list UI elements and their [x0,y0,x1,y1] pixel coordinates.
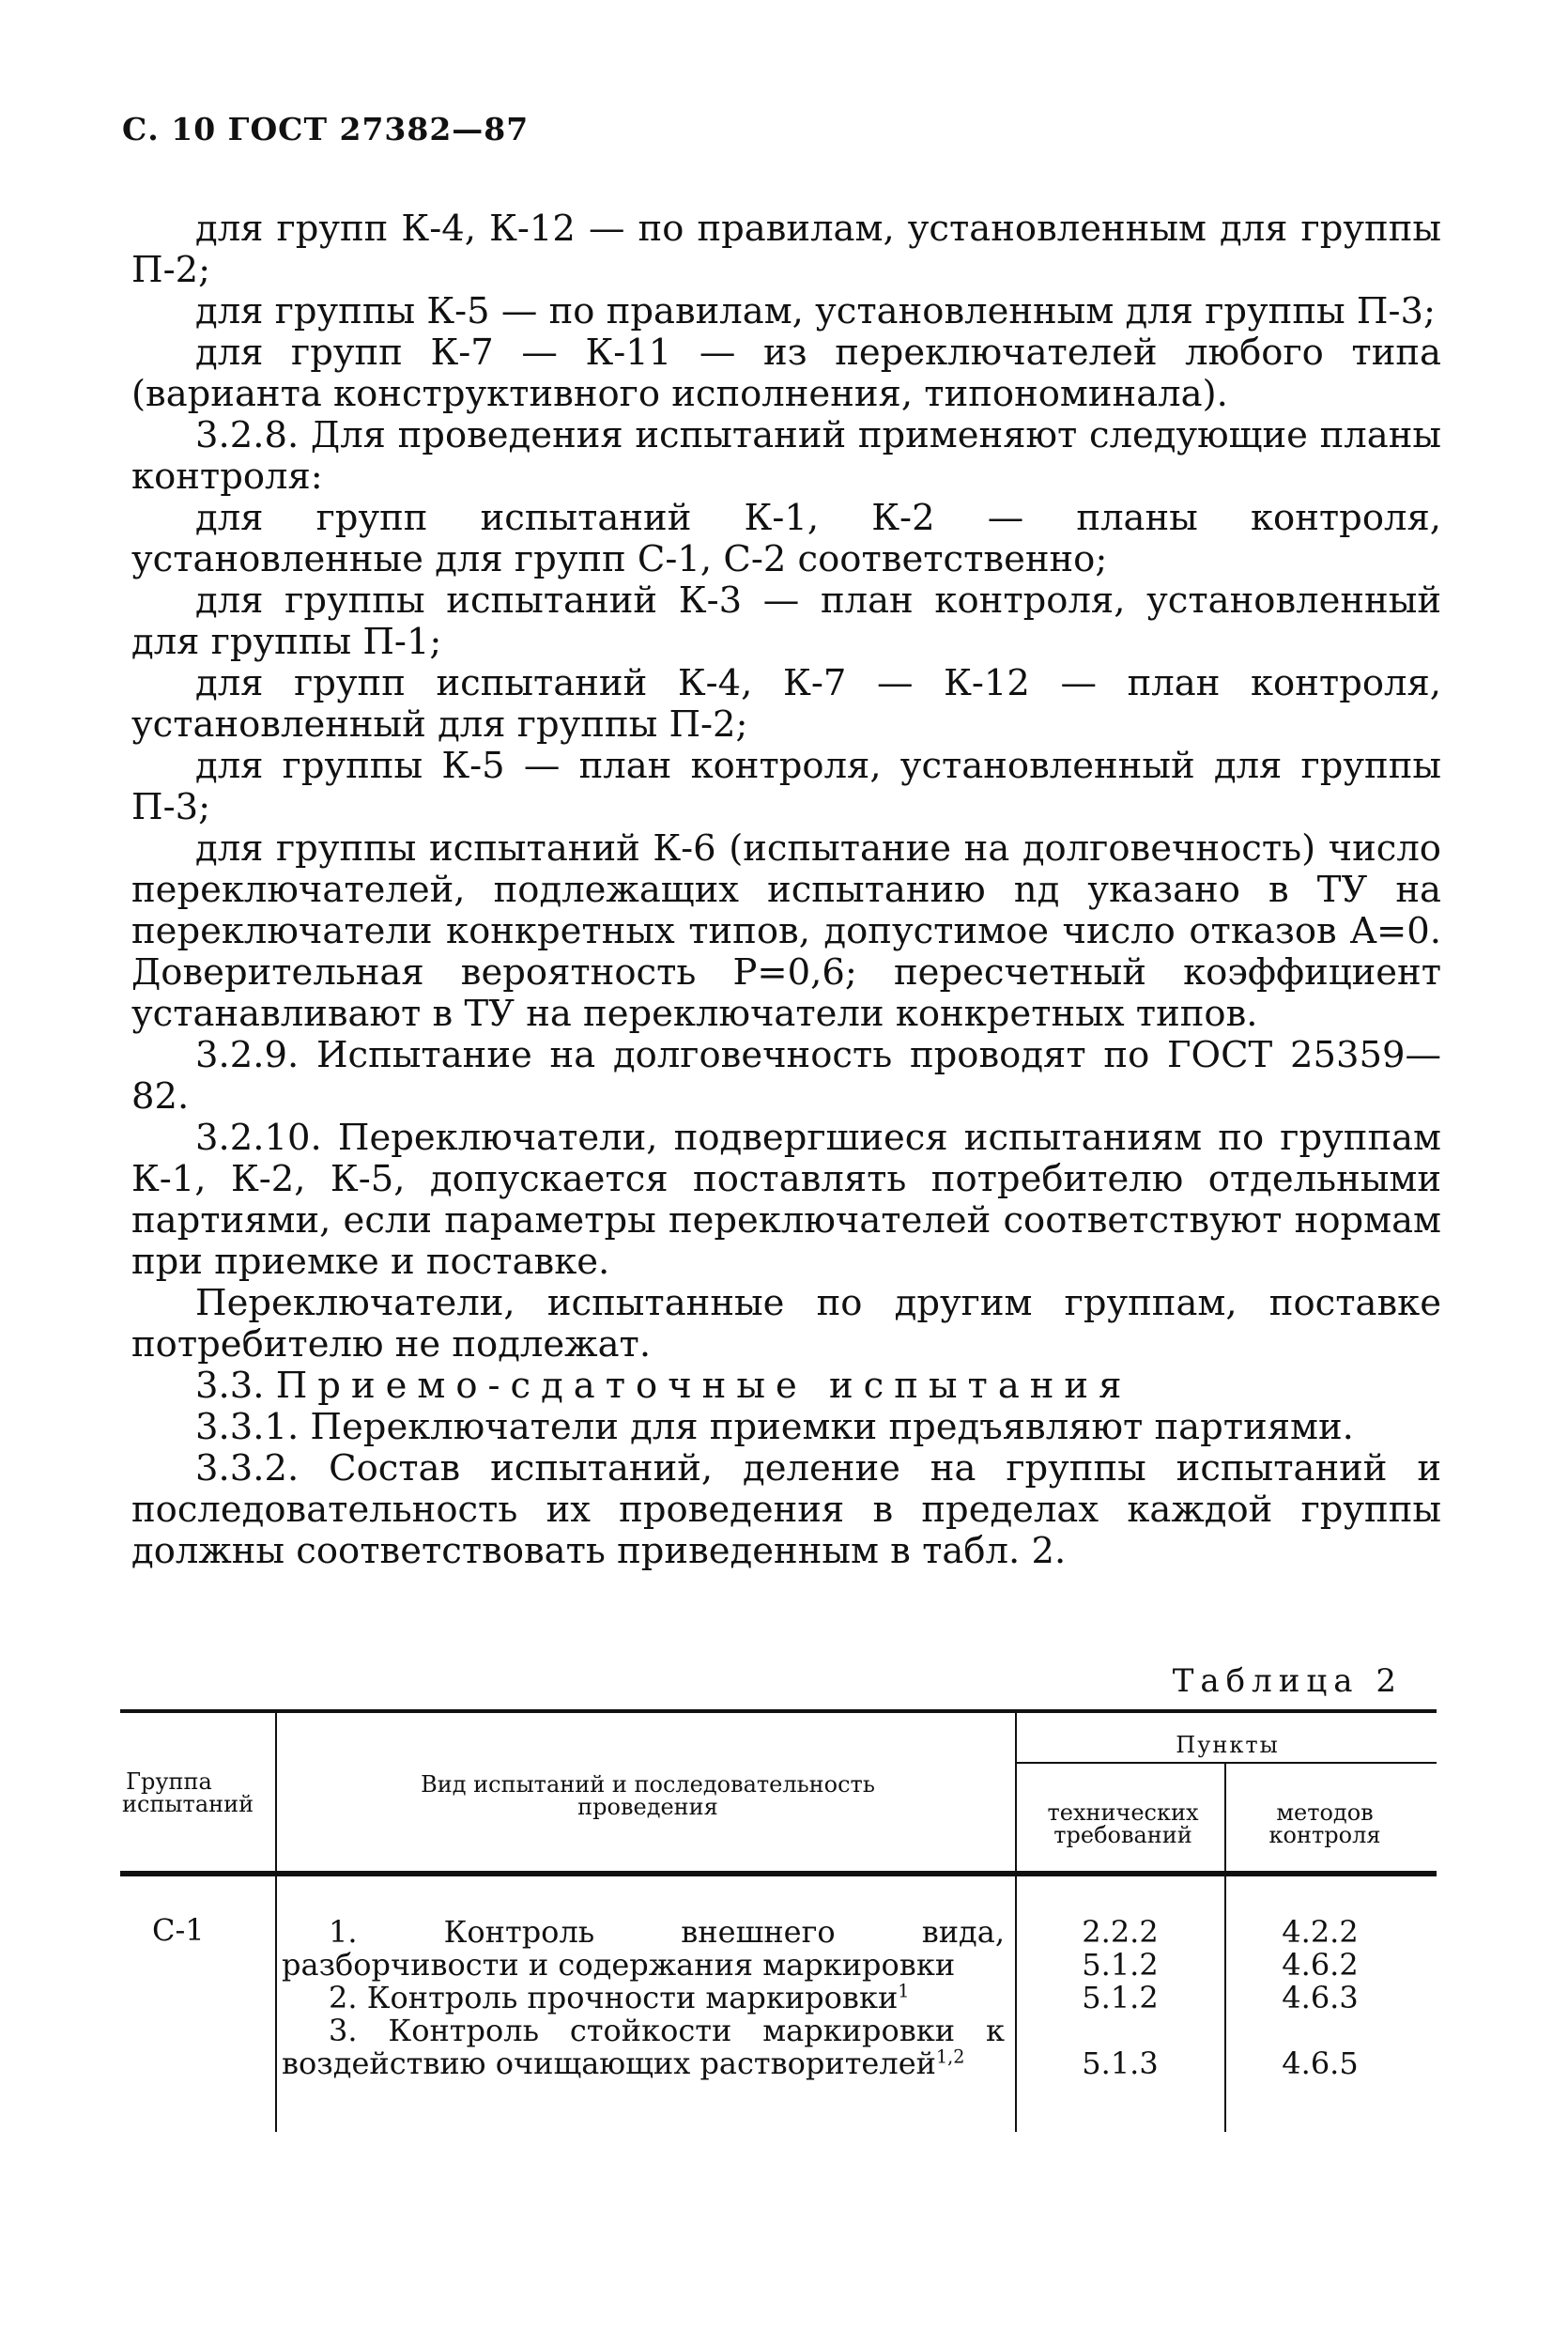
group-cell: С-1 [152,1912,205,1948]
section-heading [131,1366,1441,1407]
column-rule [1224,1764,1226,2132]
tech-value: 5.1.2 [1082,1980,1159,2015]
table-caption: Таблица 2 [1172,1662,1403,1700]
header-methods: методов контроля [1268,1799,1381,1848]
paragraph: для группы К-5 — план контроля, установленный для группы П-3; [131,745,1441,828]
table-row [282,1982,1005,2015]
header-bottom-rule [120,1871,1437,1876]
footnote-mark: 1 [898,1980,910,2002]
column-rule [1015,1713,1017,2132]
tech-value: 2.2.2 [1082,1914,1159,1950]
paragraph: для группы К-5 — по правилам, установленным для группы П-3; [195,290,1436,332]
method-value: 4.6.3 [1282,1980,1359,2015]
header-tech: технических требований [1047,1799,1199,1848]
tech-value: 5.1.3 [1082,2045,1159,2081]
methods-cell [1226,1916,1414,2080]
paragraph: для групп К-7 — К-11 — из переключателей любого типа (варианта конструктивного исполнения, типономинала). [131,332,1441,415]
paragraph: 3.2.10. Переключатели, подвергшиеся испытаниям по группам К-1, К-2, К-5, допускается поставлять потребителю отдельными партиями, если параметры переключателей соответствуют нормам при приемке и поставке. [131,1117,1441,1283]
paragraph: 3.2.8. Для проведения испытаний применяют следующие планы контроля: [131,414,1441,498]
tech-cell [1017,1916,1223,2080]
row-text: 2. Контроль прочности маркировки [329,1980,899,2015]
paragraph: 3.3.2. Состав испытаний, деление на группы испытаний и последовательность их проведения в пределах каждой группы должны соответствовать приведенным в табл. 2. [131,1447,1441,1572]
page-header: С. 10 ГОСТ 27382—87 [122,111,530,147]
table-top-rule [120,1709,1437,1713]
body-text [131,208,1441,1572]
header-points: Пункты [1176,1732,1280,1758]
header-kind: Вид испытаний и последовательность проведения [421,1771,875,1820]
table-row: 1. Контроль внешнего вида, разборчивости и содержания маркировки [282,1914,1005,1983]
header-split-rule [1016,1762,1437,1764]
column-rule [275,1713,277,2132]
row-text: 3. Контроль стойкости маркировки к воздействию очищающих растворителей [282,2013,1005,2081]
paragraph: для групп испытаний К-1, К-2 — планы контроля, установленные для групп С-1, С-2 соответственно; [131,497,1441,580]
tests-cell [282,1916,1005,2080]
paragraph: 3.2.9. Испытание на долговечность проводят по ГОСТ 25359—82. [131,1034,1441,1118]
paragraph: 3.3.1. Переключатели для приемки предъявляют партиями. [195,1406,1354,1448]
method-value: 4.2.2 [1282,1914,1359,1950]
paragraph: для групп К-4, К-12 — по правилам, установленным для группы П-2; [131,208,1441,291]
tech-value: 5.1.2 [1082,1947,1159,1983]
paragraph: Переключатели, испытанные по другим группам, поставке потребителю не подлежат. [131,1282,1441,1366]
method-value: 4.6.5 [1282,2045,1359,2081]
paragraph: для групп испытаний К-4, К-7 — К-12 — план контроля, установленный для группы П-2; [131,662,1441,746]
method-value: 4.6.2 [1282,1947,1359,1983]
paragraph: для группы испытаний К-6 (испытание на долговечность) число переключателей, подлежащих испытанию nд указано в ТУ на переключатели конкретных типов, допустимое число отказов A=0. Доверительная вероятность P=0,6; пересчетный коэффициент устанавливают в ТУ на переключатели конкретных типов. [131,827,1441,1035]
header-group: Группа испытаний [122,1768,254,1817]
section-title: Приемо-сдаточные испытания [275,1365,1132,1407]
paragraph: для группы испытаний К-3 — план контроля, установленный для группы П-1; [131,579,1441,663]
section-number: 3.3. [195,1365,265,1407]
footnote-mark: 1,2 [935,2045,965,2068]
table-row [282,2015,1005,2080]
